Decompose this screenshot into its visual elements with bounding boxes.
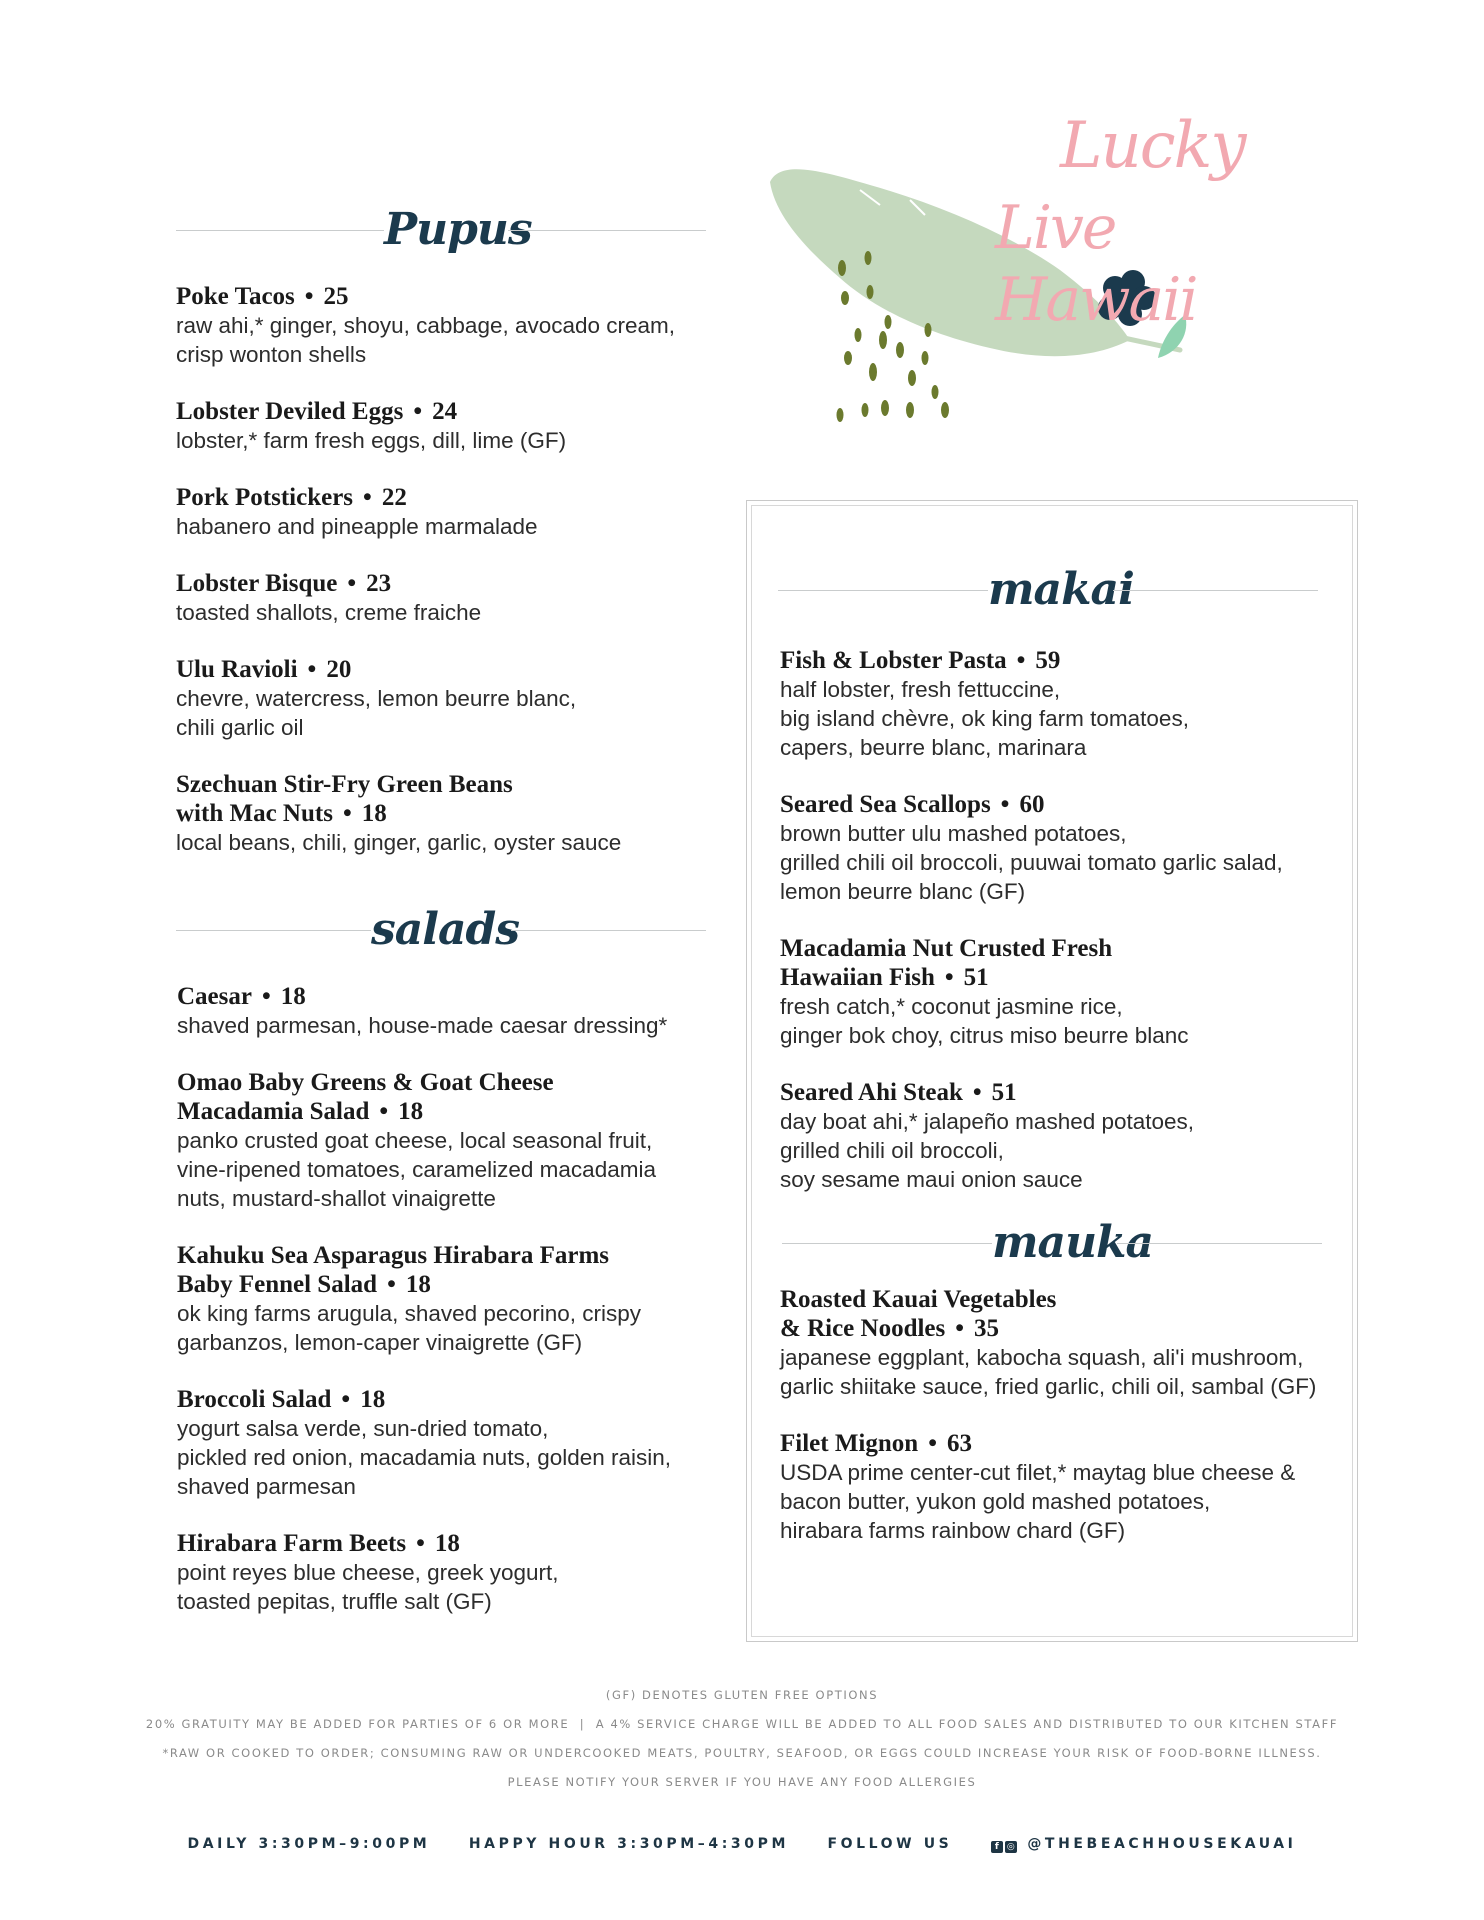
item-name: Ulu Ravioli bbox=[176, 656, 298, 683]
menu-item bbox=[176, 655, 716, 742]
section-title: mauka bbox=[992, 1217, 1154, 1268]
item-description: japanese eggplant, kabocha squash, ali'i mushroom, garlic shiitake sauce, fried garlic, chili oil, sambal (GF) bbox=[780, 1345, 1317, 1399]
item-price: 18 bbox=[360, 1386, 386, 1413]
logo bbox=[760, 110, 1260, 440]
divider bbox=[176, 230, 384, 231]
item-name: Lobster Bisque bbox=[176, 570, 338, 597]
divider bbox=[778, 590, 988, 591]
item-name: Fish & Lobster Pasta bbox=[780, 647, 1007, 674]
item-name: Szechuan Stir-Fry Green Beans bbox=[176, 771, 513, 798]
section-title: Pupus bbox=[384, 204, 532, 255]
menu-item bbox=[177, 1529, 737, 1616]
section-header-mauka bbox=[782, 1213, 1322, 1273]
item-name: Filet Mignon bbox=[780, 1430, 919, 1457]
price-separator: • bbox=[972, 1079, 982, 1106]
price-separator: • bbox=[1016, 647, 1026, 674]
price-separator: • bbox=[413, 398, 423, 425]
item-price: 24 bbox=[432, 398, 458, 425]
price-separator: • bbox=[416, 1530, 425, 1557]
price-separator: • bbox=[928, 1430, 937, 1457]
item-description: lobster,* farm fresh eggs, dill, lime (GF) bbox=[176, 428, 567, 453]
item-description: local beans, chili, ginger, garlic, oyster sauce bbox=[176, 830, 622, 855]
divider bbox=[511, 930, 706, 931]
item-name-line bbox=[177, 1068, 737, 1126]
menu-item bbox=[177, 1241, 737, 1357]
divider bbox=[1113, 590, 1318, 591]
price-separator: • bbox=[379, 1098, 389, 1125]
price-separator: • bbox=[342, 800, 352, 827]
item-price: 18 bbox=[361, 800, 387, 827]
note-raw-warning: *RAW OR COOKED TO ORDER; CONSUMING RAW OR UNDERCOOKED MEATS, POULTRY, SEAFOOD, OR EGGS COULD INCREASE YOUR RISK OF FOOD-BORNE ILLNESS. bbox=[162, 1746, 1322, 1760]
item-price: 25 bbox=[323, 283, 349, 310]
item-name-line bbox=[176, 397, 716, 426]
pupus-list bbox=[176, 282, 716, 885]
item-description: chevre, watercress, lemon beurre blanc, chili garlic oil bbox=[176, 686, 577, 740]
item-description: point reyes blue cheese, greek yogurt, toasted pepitas, truffle salt (GF) bbox=[177, 1560, 559, 1614]
section-header-salads bbox=[176, 900, 706, 960]
item-name: Roasted Kauai Vegetables bbox=[780, 1286, 1057, 1313]
menu-item bbox=[780, 1429, 1350, 1545]
note-allergies: PLEASE NOTIFY YOUR SERVER IF YOU HAVE ANY FOOD ALLERGIES bbox=[507, 1775, 977, 1789]
section-title: salads bbox=[371, 904, 520, 955]
social-handle[interactable]: @THEBEACHHOUSEKAUAI bbox=[1027, 1836, 1297, 1852]
item-name-line bbox=[176, 483, 716, 512]
item-name: Seared Sea Scallops bbox=[780, 791, 991, 818]
item-name-line bbox=[176, 282, 716, 311]
item-price: 63 bbox=[946, 1430, 972, 1457]
price-separator: • bbox=[1000, 791, 1010, 818]
menu-item bbox=[780, 646, 1340, 762]
logo-text-line2: Live Hawaii bbox=[995, 193, 1197, 335]
menu-item bbox=[176, 483, 716, 541]
divider bbox=[782, 1243, 992, 1244]
item-name-line bbox=[780, 1285, 1350, 1343]
item-price: 51 bbox=[991, 1079, 1017, 1106]
section-title: makai bbox=[988, 564, 1134, 615]
section-header-makai bbox=[778, 560, 1318, 620]
menu-item bbox=[177, 1385, 737, 1501]
item-name: Hirabara Farm Beets bbox=[177, 1530, 407, 1557]
item-price: 18 bbox=[280, 983, 306, 1010]
item-description: brown butter ulu mashed potatoes, grilled chili oil broccoli, puuwai tomato garlic salad, lemon beurre blanc (GF) bbox=[780, 821, 1283, 904]
divider bbox=[176, 930, 371, 931]
divider bbox=[508, 230, 706, 231]
section-header-pupus bbox=[176, 200, 706, 260]
item-name: Seared Ahi Steak bbox=[780, 1079, 963, 1106]
item-description: panko crusted goat cheese, local seasonal fruit, vine-ripened tomatoes, caramelized macadamia nuts, mustard-shallot vinaigrette bbox=[177, 1128, 656, 1211]
follow-us-text: FOLLOW US bbox=[827, 1836, 953, 1852]
item-description: day boat ahi,* jalapeño mashed potatoes, grilled chili oil broccoli, soy sesame maui onion sauce bbox=[780, 1109, 1195, 1192]
price-separator: • bbox=[304, 283, 314, 310]
price-separator: • bbox=[261, 983, 271, 1010]
item-name: Lobster Deviled Eggs bbox=[176, 398, 404, 425]
social-links bbox=[991, 1836, 1297, 1853]
menu-item bbox=[780, 1285, 1350, 1401]
item-name: Macadamia Salad bbox=[177, 1098, 370, 1125]
menu-item bbox=[780, 1078, 1340, 1194]
item-name: with Mac Nuts bbox=[176, 800, 333, 827]
item-name-line bbox=[780, 790, 1340, 819]
price-separator: • bbox=[347, 570, 357, 597]
item-name: Caesar bbox=[177, 983, 252, 1010]
item-name-line bbox=[177, 982, 737, 1011]
item-price: 20 bbox=[326, 656, 352, 683]
price-separator: • bbox=[363, 484, 372, 511]
menu-item bbox=[780, 790, 1340, 906]
facebook-icon[interactable]: f bbox=[991, 1841, 1003, 1853]
item-description: shaved parmesan, house-made caesar dressing* bbox=[177, 1013, 668, 1038]
menu-item bbox=[176, 569, 716, 627]
item-name-line bbox=[176, 569, 716, 598]
item-description: half lobster, fresh fettuccine, big island chèvre, ok king farm tomatoes, capers, beurre blanc, marinara bbox=[780, 677, 1189, 760]
item-price: 51 bbox=[963, 964, 989, 991]
note-gluten-free: (GF) DENOTES GLUTEN FREE OPTIONS bbox=[605, 1688, 879, 1702]
menu-item bbox=[780, 934, 1340, 1050]
salads-list bbox=[177, 982, 737, 1644]
menu-item bbox=[177, 982, 737, 1040]
item-name-line bbox=[780, 1078, 1340, 1107]
footer-bar bbox=[0, 1836, 1484, 1853]
item-description: USDA prime center-cut filet,* maytag blue cheese & bacon butter, yukon gold mashed potatoes, hirabara farms rainbow chard (GF) bbox=[780, 1460, 1296, 1543]
note-gratuity: 20% GRATUITY MAY BE ADDED FOR PARTIES OF 6 OR MORE | A 4% SERVICE CHARGE WILL BE ADDED TO ALL FOOD SALES AND DISTRIBUTED TO OUR KITCHEN STAFF bbox=[145, 1717, 1339, 1731]
mauka-list bbox=[780, 1285, 1350, 1573]
item-description: ok king farms arugula, shaved pecorino, crispy garbanzos, lemon-caper vinaigrette (GF) bbox=[177, 1301, 641, 1355]
item-name-line bbox=[176, 655, 716, 684]
item-description: fresh catch,* coconut jasmine rice, ginger bok choy, citrus miso beurre blanc bbox=[780, 994, 1189, 1048]
item-name: Kahuku Sea Asparagus Hirabara Farms bbox=[177, 1242, 610, 1269]
item-name-line bbox=[177, 1529, 737, 1558]
item-name-line bbox=[176, 770, 716, 828]
price-separator: • bbox=[944, 964, 954, 991]
item-price: 18 bbox=[405, 1271, 431, 1298]
hours-text: DAILY 3:30PM–9:00PM bbox=[187, 1836, 431, 1852]
price-separator: • bbox=[387, 1271, 396, 1298]
item-name-line bbox=[780, 1429, 1350, 1458]
item-name: Poke Tacos bbox=[176, 283, 295, 310]
item-name-line bbox=[177, 1385, 737, 1414]
item-price: 35 bbox=[974, 1315, 1000, 1342]
item-price: 22 bbox=[381, 484, 407, 511]
item-price: 18 bbox=[398, 1098, 424, 1125]
item-description: yogurt salsa verde, sun-dried tomato, pickled red onion, macadamia nuts, golden raisin, shaved parmesan bbox=[177, 1416, 672, 1499]
menu-item bbox=[177, 1068, 737, 1213]
price-separator: • bbox=[341, 1386, 351, 1413]
item-name: Hawaiian Fish bbox=[780, 964, 935, 991]
menu-item bbox=[176, 397, 716, 455]
item-price: 59 bbox=[1035, 647, 1061, 674]
item-description: raw ahi,* ginger, shoyu, cabbage, avocado cream, crisp wonton shells bbox=[176, 313, 676, 367]
item-name: Baby Fennel Salad bbox=[177, 1271, 378, 1298]
item-price: 60 bbox=[1019, 791, 1045, 818]
item-description: toasted shallots, creme fraiche bbox=[176, 600, 482, 625]
makai-list bbox=[780, 646, 1340, 1222]
item-description: habanero and pineapple marmalade bbox=[176, 514, 538, 539]
logo-text-line1: Lucky bbox=[1060, 109, 1245, 183]
item-name-line bbox=[780, 934, 1340, 992]
item-name: Pork Potstickers bbox=[176, 484, 354, 511]
item-name: & Rice Noodles bbox=[780, 1315, 946, 1342]
item-price: 18 bbox=[434, 1530, 460, 1557]
item-price: 23 bbox=[366, 570, 392, 597]
footnotes bbox=[0, 1688, 1484, 1804]
item-name-line bbox=[177, 1241, 737, 1299]
item-name-line bbox=[780, 646, 1340, 675]
price-separator: • bbox=[307, 656, 317, 683]
happy-hour-text: HAPPY HOUR 3:30PM–4:30PM bbox=[468, 1836, 789, 1852]
item-name: Omao Baby Greens & Goat Cheese bbox=[177, 1069, 554, 1096]
menu-item bbox=[176, 282, 716, 369]
price-separator: • bbox=[955, 1315, 965, 1342]
instagram-icon[interactable]: ◎ bbox=[1005, 1841, 1017, 1853]
menu-item bbox=[176, 770, 716, 857]
item-name: Broccoli Salad bbox=[177, 1386, 332, 1413]
divider bbox=[1117, 1243, 1322, 1244]
item-name: Macadamia Nut Crusted Fresh bbox=[780, 935, 1113, 962]
